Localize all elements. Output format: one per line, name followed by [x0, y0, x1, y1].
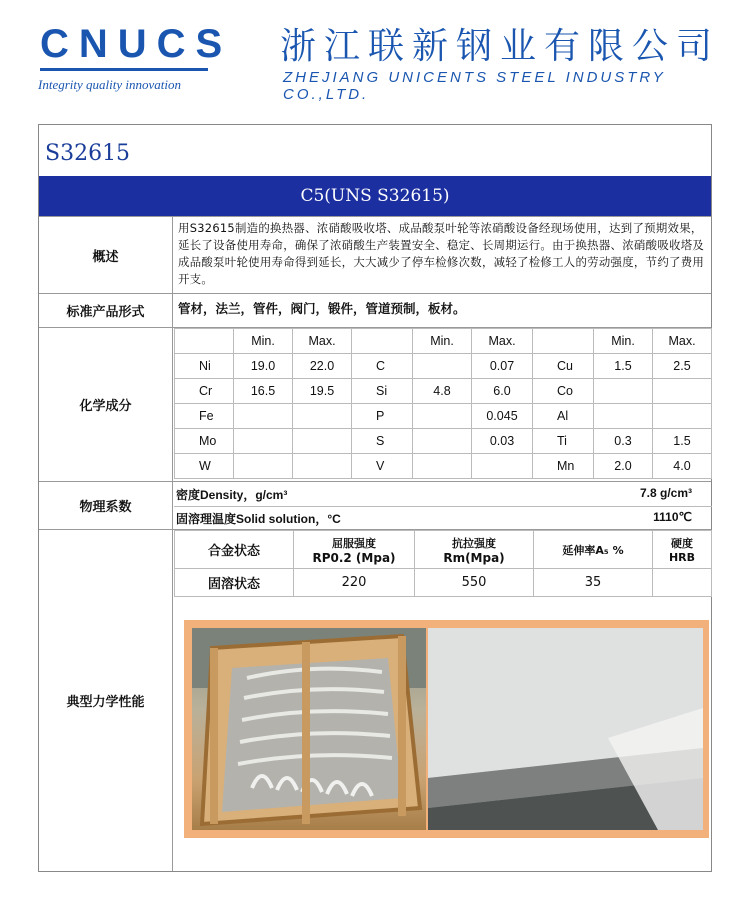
chem-header-cell	[533, 329, 594, 354]
chemistry-header-row	[175, 329, 712, 354]
datasheet	[38, 124, 712, 872]
chem-header-cell: Min.	[413, 329, 472, 354]
chem-value: 6.0	[472, 379, 533, 404]
overview-row	[39, 216, 711, 293]
chem-value: 2.5	[653, 354, 712, 379]
chem-value	[472, 454, 533, 479]
chem-value	[234, 429, 293, 454]
chem-value: 4.0	[653, 454, 712, 479]
solution-line	[174, 506, 712, 530]
chem-value: 16.5	[234, 379, 293, 404]
element-symbol: S	[352, 429, 413, 454]
stainless-steel-sheet-photo	[428, 628, 703, 830]
mechanical-header-row	[175, 531, 712, 569]
chem-header-cell	[175, 329, 234, 354]
mech-header-tensile	[415, 531, 534, 569]
overview-label: 概述	[39, 217, 173, 293]
solution-label: 固溶理温度Solid solution，°C	[176, 512, 341, 526]
physical-label: 物理系数	[39, 482, 173, 529]
tube-bundle-illustration	[192, 628, 426, 830]
chem-value	[413, 354, 472, 379]
chem-value: 0.03	[472, 429, 533, 454]
chem-header-cell: Min.	[234, 329, 293, 354]
mech-header-tensile-unit: Rm(Mpa)	[443, 550, 505, 565]
element-symbol: Ti	[533, 429, 594, 454]
chem-value	[234, 454, 293, 479]
mech-header-state: 合金状态	[175, 531, 294, 569]
element-symbol: Al	[533, 404, 594, 429]
element-symbol: Ni	[175, 354, 234, 379]
heat-exchanger-tube-bundle-photo	[192, 628, 426, 830]
chem-value: 22.0	[293, 354, 352, 379]
element-symbol: C	[352, 354, 413, 379]
chem-value: 1.5	[594, 354, 653, 379]
chem-header-cell: Min.	[594, 329, 653, 354]
logo-underline	[40, 68, 208, 71]
mechanical-row	[39, 529, 711, 871]
mech-elongation-value: 35	[534, 569, 653, 597]
element-symbol: Co	[533, 379, 594, 404]
chem-value: 0.045	[472, 404, 533, 429]
chem-value	[594, 379, 653, 404]
table-row	[175, 429, 712, 454]
element-symbol: P	[352, 404, 413, 429]
solution-value: 1110℃	[653, 510, 692, 524]
grade-code: S32615	[45, 141, 131, 166]
logo-tagline: Integrity quality innovation	[38, 77, 181, 92]
density-label: 密度Density，g/cm³	[176, 488, 288, 502]
mech-header-hardness-cn: 硬度	[671, 537, 693, 550]
chem-header-cell: Max.	[653, 329, 712, 354]
products-label: 标准产品形式	[39, 294, 173, 327]
mechanical-label: 典型力学性能	[39, 530, 173, 871]
element-symbol: Mo	[175, 429, 234, 454]
letterhead	[0, 0, 750, 110]
chem-value	[293, 454, 352, 479]
mech-header-yield-unit: RP0.2 (Mpa)	[312, 550, 396, 565]
grade-title-band: C5(UNS S32615)	[39, 176, 711, 216]
products-row	[39, 293, 711, 327]
chemistry-table	[174, 328, 712, 479]
chem-value	[413, 454, 472, 479]
chem-value	[594, 404, 653, 429]
chem-value: 19.0	[234, 354, 293, 379]
chemistry-row	[39, 327, 711, 481]
element-symbol: V	[352, 454, 413, 479]
table-row	[175, 379, 712, 404]
mechanical-table	[174, 530, 712, 597]
density-value: 7.8 g/cm³	[639, 486, 692, 500]
mech-header-hardness	[653, 531, 712, 569]
mech-header-tensile-cn: 抗拉强度	[452, 536, 496, 550]
mech-header-elongation: 延伸率A₅ %	[534, 531, 653, 569]
mech-header-yield	[294, 531, 415, 569]
element-symbol: Si	[352, 379, 413, 404]
chem-value: 4.8	[413, 379, 472, 404]
chem-value	[413, 404, 472, 429]
chem-value: 2.0	[594, 454, 653, 479]
chem-value	[234, 404, 293, 429]
element-symbol: Cu	[533, 354, 594, 379]
density-line	[174, 482, 712, 507]
mech-header-hardness-unit: HRB	[668, 551, 696, 564]
company-name-cn: 浙江联新钢业有限公司	[280, 26, 721, 67]
chem-value	[293, 429, 352, 454]
company-name-en: ZHEJIANG UNICENTS STEEL INDUSTRY CO.,LTD.	[283, 69, 666, 103]
steel-sheet-illustration	[428, 628, 703, 830]
element-symbol: Mn	[533, 454, 594, 479]
chem-value	[413, 429, 472, 454]
table-row	[175, 354, 712, 379]
chemistry-label: 化学成分	[39, 328, 173, 481]
element-symbol: Fe	[175, 404, 234, 429]
chem-value	[293, 404, 352, 429]
chem-header-cell: Max.	[293, 329, 352, 354]
element-symbol: W	[175, 454, 234, 479]
table-row	[175, 569, 712, 597]
physical-row	[39, 481, 711, 529]
chem-value: 19.5	[293, 379, 352, 404]
chem-header-cell	[352, 329, 413, 354]
element-symbol: Cr	[175, 379, 234, 404]
company-logo: CNUCS	[40, 22, 233, 66]
mech-hardness-value	[653, 569, 712, 597]
table-row	[175, 404, 712, 429]
mech-yield-value: 220	[294, 569, 415, 597]
products-text: 管材，法兰，管件，阀门，锻件，管道预制，板材。	[178, 301, 466, 316]
mech-header-yield-cn: 屈服强度	[332, 536, 376, 550]
chem-header-cell: Max.	[472, 329, 533, 354]
chem-value: 0.3	[594, 429, 653, 454]
mech-tensile-value: 550	[415, 569, 534, 597]
chem-value: 0.07	[472, 354, 533, 379]
mech-state: 固溶状态	[175, 569, 294, 597]
chem-value	[653, 404, 712, 429]
chem-value: 1.5	[653, 429, 712, 454]
overview-text: 用S32615制造的换热器、浓硝酸吸收塔、成品酸泵叶轮等浓硝酸设备经现场使用，达到了预期效果，延长了设备使用寿命，确保了浓硝酸生产装置安全、稳定、长周期运行。由于换热器、浓硝酸吸收塔及成品酸泵叶轮使用寿命得到延长，大大减少了停车检修次数，减轻了检修工人的劳动强度，节约了费用开支。	[178, 221, 705, 286]
product-photo-frame	[184, 620, 709, 838]
table-row	[175, 454, 712, 479]
chem-value	[653, 379, 712, 404]
